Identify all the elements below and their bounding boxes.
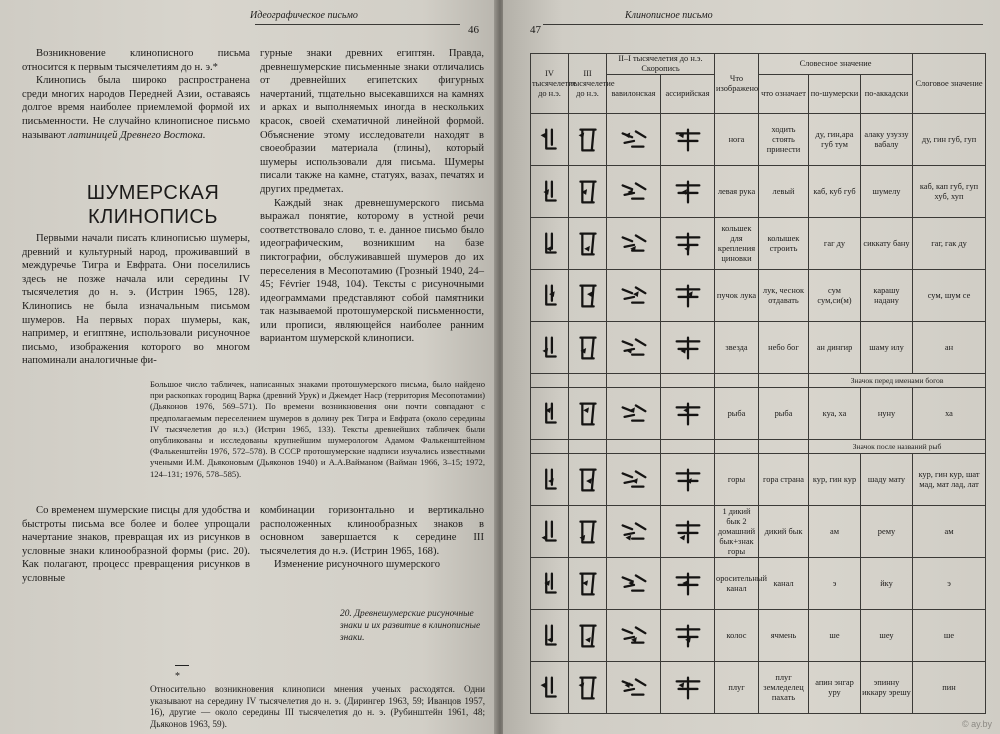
cuneiform-sign-icon (531, 558, 569, 610)
cell-sumerian: сум сум,си(м) (809, 270, 861, 322)
header-meaning: что означает (759, 75, 809, 114)
cuneiform-sign-icon (531, 454, 569, 506)
cuneiform-sign-icon (661, 114, 715, 166)
footnote-rule (175, 665, 189, 666)
cell-depicted: рыба (715, 388, 759, 440)
cuneiform-sign-icon (569, 388, 607, 440)
section-title: ШУМЕРСКАЯ КЛИНОПИСЬ (86, 182, 220, 228)
cell-depicted: колос (715, 610, 759, 662)
cuneiform-sign-icon (607, 454, 661, 506)
cell-syllabic: ан (913, 322, 986, 374)
intro-paragraph-2: Клинопись была широко распространена среди многих народов Передней Азии, оставаясь долгое время наиболее приемлемой формой их письменности. Не случайно клинописное письмо называют латиницей Древнего Востока. (22, 75, 250, 141)
cuneiform-sign-icon (661, 270, 715, 322)
empty-cell (569, 374, 607, 388)
cell-akkadian: алаку узуззу вабалу (861, 114, 913, 166)
cell-depicted: нога (715, 114, 759, 166)
cell-akkadian: йку (861, 558, 913, 610)
cell-akkadian: сиккату бану (861, 218, 913, 270)
cuneiform-sign-icon (661, 322, 715, 374)
note-row (531, 440, 986, 454)
cell-meaning: рыба (759, 388, 809, 440)
cell-syllabic: сум, шум се (913, 270, 986, 322)
cell-depicted: оросительный канал (715, 558, 759, 610)
cell-syllabic: ам (913, 506, 986, 558)
empty-cell (569, 440, 607, 454)
header-rule-left (255, 24, 460, 25)
empty-cell (759, 374, 809, 388)
empty-cell (715, 374, 759, 388)
empty-cell (607, 374, 661, 388)
cell-depicted: 1 дикий бык 2 домашний бык+знак горы (715, 506, 759, 558)
body-column-1 (22, 232, 250, 368)
empty-cell (661, 374, 715, 388)
cell-syllabic: кур, гин кур, шат мад, мат лад, лат (913, 454, 986, 506)
cuneiform-sign-icon (661, 166, 715, 218)
cell-depicted: левая рука (715, 166, 759, 218)
body-paragraph-2: Каждый знак древнешумерского письма выражал понятие, которому в устной речи соответствовало слово, т. е. данное письмо было идеографическим, возникшим на базе пиктографии, обслуживавшей шумеров до их переселения в Месопотамию (Грозный 1940, 24–45; Février 1948, 104). Тексты с рисуночными идеограммами представляют собой памятники так называемой протошумерской письменности, или прописи, являющейся наиболее ранним вариантом шумерской клинописи. (260, 197, 484, 345)
cell-syllabic: гаг, гак ду (913, 218, 986, 270)
cell-akkadian: карашу надану (861, 270, 913, 322)
header-akkadian: по-аккадски (861, 75, 913, 114)
watermark: © ay.by (962, 719, 992, 729)
cuneiform-sign-icon (607, 322, 661, 374)
cell-sumerian: апин энгар уру (809, 662, 861, 714)
cell-sumerian: ан дингир (809, 322, 861, 374)
note-row (531, 374, 986, 388)
right-page (503, 0, 1000, 734)
cuneiform-sign-icon (531, 218, 569, 270)
cell-sumerian: ам (809, 506, 861, 558)
empty-cell (715, 440, 759, 454)
cuneiform-sign-icon (531, 610, 569, 662)
cell-meaning: плуг земледелец пахать (759, 662, 809, 714)
intro-column (22, 47, 250, 142)
intro-emphasis: латиницей Древнего Востока. (68, 129, 206, 141)
body-paragraph-continued: гурные знаки древних египтян. Правда, древнешумерские письменные знаки отличались от древнейших египетских фигурных начертаний, тщательно высекавшихся на камнях и арках и выполняемых иногда в нескольких красок, своей схематичной линейной формой. Объяснение этому исследователи находят в своеобразии материала (глины), который шумеры использовали для письма. Шумеры писали также на камне, статуях, вазах, печатях и других предметах. (260, 48, 484, 195)
header-cursive-group: II–I тысячелетия до н.э. Скоропись (607, 54, 715, 75)
cuneiform-sign-icon (569, 322, 607, 374)
cell-sumerian: гаг ду (809, 218, 861, 270)
cuneiform-sign-icon (661, 558, 715, 610)
running-header-right: Клинописное письмо (625, 10, 713, 21)
cuneiform-sign-icon (569, 506, 607, 558)
cell-sumerian: ше (809, 610, 861, 662)
cell-meaning: ходить стоять принести (759, 114, 809, 166)
cuneiform-sign-icon (569, 558, 607, 610)
table-row (531, 662, 986, 714)
table-row (531, 218, 986, 270)
page-number-left: 46 (468, 24, 479, 36)
cell-note: Значок после названий рыб (809, 440, 986, 454)
header-depicted: Что изображено (715, 54, 759, 114)
header-syllabic-value: Слоговое значение (913, 54, 986, 114)
header-verbal-meaning: Словесное значение (759, 54, 913, 75)
header-assyrian: ассирийская (661, 75, 715, 114)
empty-cell (531, 374, 569, 388)
cell-syllabic: ха (913, 388, 986, 440)
cuneiform-sign-icon (531, 270, 569, 322)
cuneiform-sign-icon (661, 454, 715, 506)
cuneiform-sign-icon (569, 610, 607, 662)
header-iv-millennium: IV тысячелетие до н.э. (531, 54, 569, 114)
cuneiform-sign-icon (661, 506, 715, 558)
cuneiform-sign-icon (569, 166, 607, 218)
table-row (531, 506, 986, 558)
footnote-text: Относительно возникновения клинописи мнения ученых расходятся. Одни указывают на середину IV тысячелетия до н. э. (Дирингер 1963, 59; Иванцов 1957, 16), другие — около середины III тысячелетия до н. э. (Рубинштейн 1961, 48; Дьяконов 1963, 59). (150, 684, 485, 729)
cell-depicted: звезда (715, 322, 759, 374)
bottom-column-1 (22, 504, 250, 586)
cell-meaning: колышек строить (759, 218, 809, 270)
cuneiform-sign-icon (531, 662, 569, 714)
header-sumerian: по-шумерски (809, 75, 861, 114)
cuneiform-sign-icon (661, 610, 715, 662)
empty-cell (607, 440, 661, 454)
table-row (531, 454, 986, 506)
cuneiform-sign-icon (569, 114, 607, 166)
table-row (531, 270, 986, 322)
cuneiform-sign-icon (531, 506, 569, 558)
cell-sumerian: каб, куб губ (809, 166, 861, 218)
cuneiform-sign-icon (661, 388, 715, 440)
cell-sumerian: куа, ха (809, 388, 861, 440)
cell-depicted: горы (715, 454, 759, 506)
running-header-left: Идеографическое письмо (250, 10, 358, 21)
cell-meaning: дикий бык (759, 506, 809, 558)
cell-meaning: левый (759, 166, 809, 218)
cuneiform-sign-icon (569, 270, 607, 322)
left-page (0, 0, 497, 734)
header-iii-millennium: III тысячелетие до н.э. (569, 54, 607, 114)
page-number-right: 47 (530, 24, 541, 36)
cell-akkadian: шаду мату (861, 454, 913, 506)
cell-meaning: небо бог (759, 322, 809, 374)
table-row (531, 558, 986, 610)
cell-akkadian: шаму илу (861, 322, 913, 374)
bottom-paragraph-2: комбинации горизонтально и вертикально расположенных клинообразных знаков в основном завершается к середине III тысячелетия до н.э. (Истрин 1965, 168). (260, 505, 484, 557)
small-print-block: Большое число табличек, написанных знаками протошумерского письма, было найдено при раскопках городищ Варка (древний Урук) и Джемдет Наср (территория Месопотамии) (Дьяконов 1976, 569–571). По времени возникновения они почти совпадают с предполагаемым переселением шумеров в долину рек Тигра и Евфрата (около середины IV тысячелетия до н.э.) (Истрин 1965, 133). Тексты древнейших табличек были опубликованы и исследованы крупнейшим шумерологом Адамом Фалькенштейном (Фалькенштейн 1976, 572–578). В СССР протошумерские надписи изучались известными учеными И.М. Дьяконовым (Дьяконов 1940) и А.А.Вайманом (Вайман 1966, 3–15; 1972, 124–131; 1976, 578–585). (150, 379, 485, 479)
cuneiform-sign-icon (531, 322, 569, 374)
table-row (531, 610, 986, 662)
cuneiform-table (530, 53, 986, 714)
empty-cell (531, 440, 569, 454)
body-column-2 (260, 47, 484, 346)
cuneiform-sign-icon (607, 558, 661, 610)
cell-syllabic: ше (913, 610, 986, 662)
cell-akkadian: рему (861, 506, 913, 558)
header-rule-right (543, 24, 983, 25)
cuneiform-sign-icon (661, 218, 715, 270)
cell-syllabic: каб, кап губ, гуп хуб, хуп (913, 166, 986, 218)
table-row (531, 388, 986, 440)
cuneiform-sign-icon (531, 166, 569, 218)
cuneiform-sign-icon (607, 270, 661, 322)
cell-sumerian: ду, гин,ара губ тум (809, 114, 861, 166)
cuneiform-sign-icon (607, 662, 661, 714)
cell-akkadian: эпиннy иккару эрешу (861, 662, 913, 714)
bottom-paragraph-3: Изменение рисуночного шумерского (274, 559, 440, 571)
header-babylonian: вавилонская (607, 75, 661, 114)
cuneiform-sign-icon (607, 388, 661, 440)
empty-cell (661, 440, 715, 454)
cuneiform-sign-icon (607, 114, 661, 166)
cell-meaning: гора страна (759, 454, 809, 506)
cuneiform-sign-icon (531, 388, 569, 440)
table-row (531, 114, 986, 166)
cuneiform-sign-icon (661, 662, 715, 714)
bottom-column-2 (260, 504, 484, 572)
footnote-marker: * (175, 671, 180, 682)
bottom-paragraph: Со временем шумерские писцы для удобства и быстроты письма все более и более упрощали начертание знаков, превращая их из рисунков в условные знаки клинообразной формы (рис. 20). Как полагают, процесс превращения рисунков в условные (22, 505, 250, 584)
cell-meaning: лук, чеснок отдавать (759, 270, 809, 322)
table-row (531, 166, 986, 218)
cuneiform-sign-icon (569, 218, 607, 270)
cuneiform-sign-icon (531, 114, 569, 166)
cell-syllabic: э (913, 558, 986, 610)
empty-cell (759, 440, 809, 454)
table-row (531, 322, 986, 374)
cell-depicted: пучок лука (715, 270, 759, 322)
cuneiform-sign-icon (607, 506, 661, 558)
cuneiform-sign-icon (607, 610, 661, 662)
cell-meaning: канал (759, 558, 809, 610)
cell-syllabic: пин (913, 662, 986, 714)
cell-akkadian: шумелу (861, 166, 913, 218)
cuneiform-sign-icon (569, 454, 607, 506)
cell-meaning: ячмень (759, 610, 809, 662)
cuneiform-sign-icon (607, 218, 661, 270)
body-paragraph: Первыми начали писать клинописью шумеры, древний и культурный народ, проживавший в междуречье Тигра и Евфрата. Они поселились здесь не позже начала или середины IV тысячелетия до н. э. (Истрин 1965, 128). Клинопись не была изначальным письмом шумеров. На первых порах шумеры, как, например, и египтяне, использовали рисуночное письмо, изображения которого во многом напоминали аналогичные фи- (22, 233, 250, 367)
cell-depicted: кольшек для крепления циновки (715, 218, 759, 270)
figure-caption: 20. Древнешумерские рисуночные знаки и их развитие в клинописные знаки. (340, 609, 481, 643)
cell-sumerian: кур, гин кур (809, 454, 861, 506)
intro-paragraph-1: Возникновение клинописного письма относится к первым тысячелетиям до н. э.* (22, 48, 250, 73)
cell-akkadian: шеу (861, 610, 913, 662)
cell-sumerian: э (809, 558, 861, 610)
cell-syllabic: ду, гин губ, гуп (913, 114, 986, 166)
cell-depicted: плуг (715, 662, 759, 714)
cell-akkadian: нуну (861, 388, 913, 440)
cell-note: Значок перед именами богов (809, 374, 986, 388)
cuneiform-sign-icon (569, 662, 607, 714)
cuneiform-sign-icon (607, 166, 661, 218)
